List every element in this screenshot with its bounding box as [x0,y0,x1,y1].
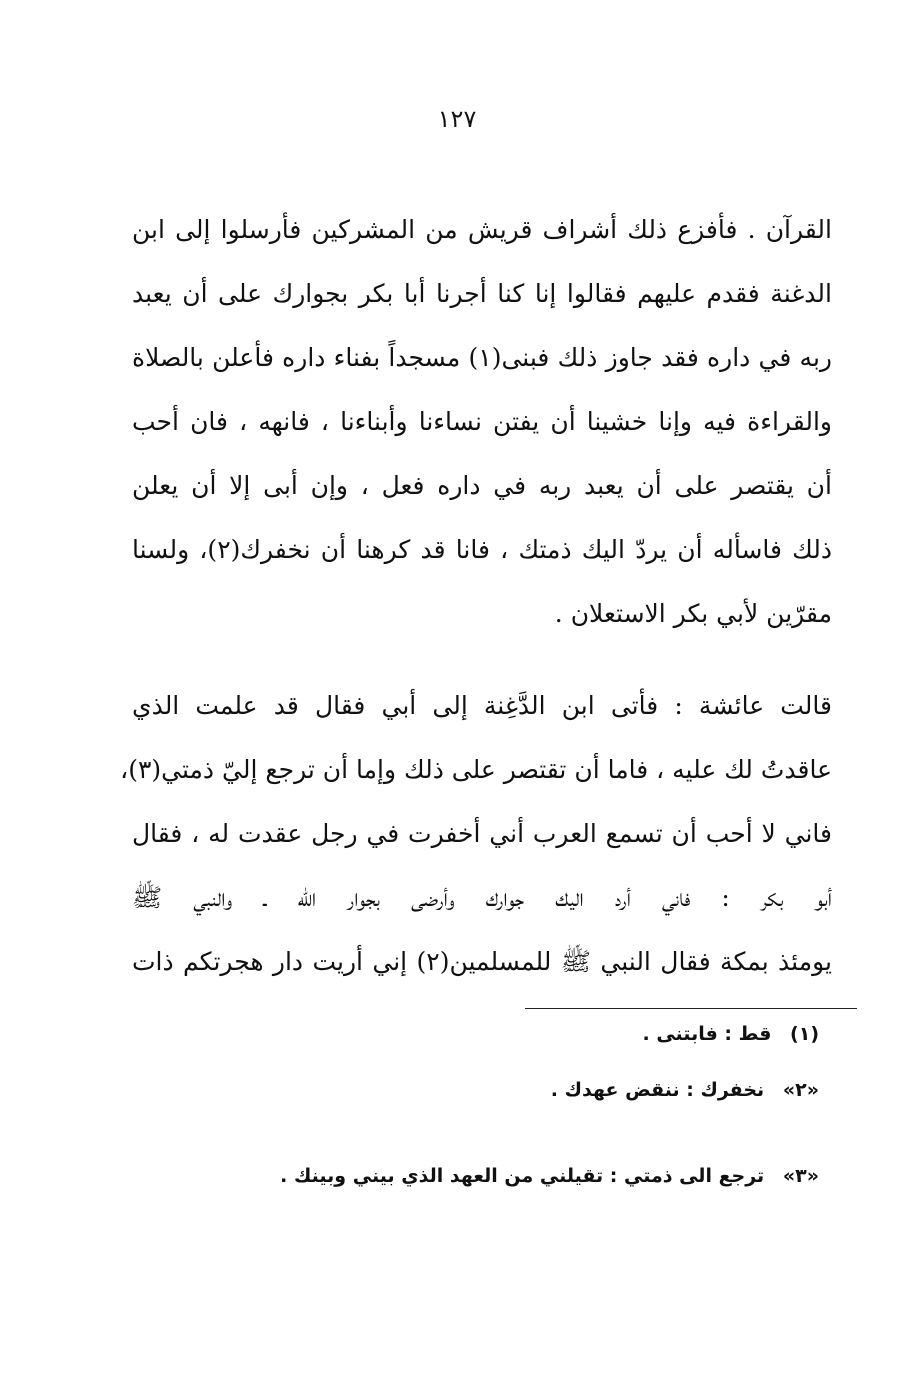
page-number: ١٢٧ [437,105,477,133]
paragraph-2 [120,674,832,994]
footnote-divider [525,1008,857,1009]
text-line: عاقدتُ لك عليه ، فاما أن تقتصر على ذلك وإما أن ترجع إليّ ذمتي(٣)، [120,755,832,784]
text-line: ذلك فاسأله أن يردّ اليك ذمتك ، فانا قد كرهنا أن نخفرك(٢)، ولسنا [132,535,832,564]
footnote-marker: «٢» [782,1079,819,1101]
footnotes [179,1016,819,1194]
text-line: قالت عائشة : فأتى ابن الدَّغِنة إلى أبي فقال قد علمت الذي [132,691,832,720]
text-line: مقرّين لأبي بكر الاستعلان . [554,599,832,628]
footnote-marker: (١) [790,1023,819,1045]
footnote-text: نخفرك : ننقض عهدك . [550,1079,765,1101]
footnote-marker: «٣» [782,1165,819,1187]
text-line: ربه في داره فقد جاوز ذلك فبنى(١) مسجداً بفناء داره فأعلن بالصلاة [132,343,832,372]
paragraph-1 [132,198,832,646]
text-line: الدغنة فقدم عليهم فقالوا إنا كنا أجرنا أبا بكر بجوارك على أن يعبد [132,279,832,308]
footnote-3 [179,1158,819,1194]
footnote-1 [179,1016,819,1052]
text-line: فاني لا أحب أن تسمع العرب أني أخفرت في رجل عقدت له ، فقال [132,819,832,848]
text-line: القرآن . فأفزع ذلك أشراف قريش من المشركين فأرسلوا إلى ابن [132,215,832,244]
text-line: يومئذ بمكة فقال النبي ﷺ للمسلمين(٢) إني أريت دار هجرتكم ذات [132,947,832,976]
text-line: والقراءة فيه وإنا خشينا أن يفتن نساءنا وأبناءنا ، فانهه ، فان أحب [132,407,832,436]
footnote-text: ترجع الى ذمتي : تقيلني من العهد الذي بيني وبينك . [280,1165,765,1187]
text-line: أن يقتصر على أن يعبد ربه في داره فعل ، وإن أبى إلا أن يعلن [132,471,832,500]
footnote-2 [179,1072,819,1108]
footnote-text: قط : فابتنى . [642,1023,772,1045]
text-line: أبو بكر : فاني أرد اليك جوارك وأرضى بجوار الله ـ والنبي ﷺ [132,883,832,912]
